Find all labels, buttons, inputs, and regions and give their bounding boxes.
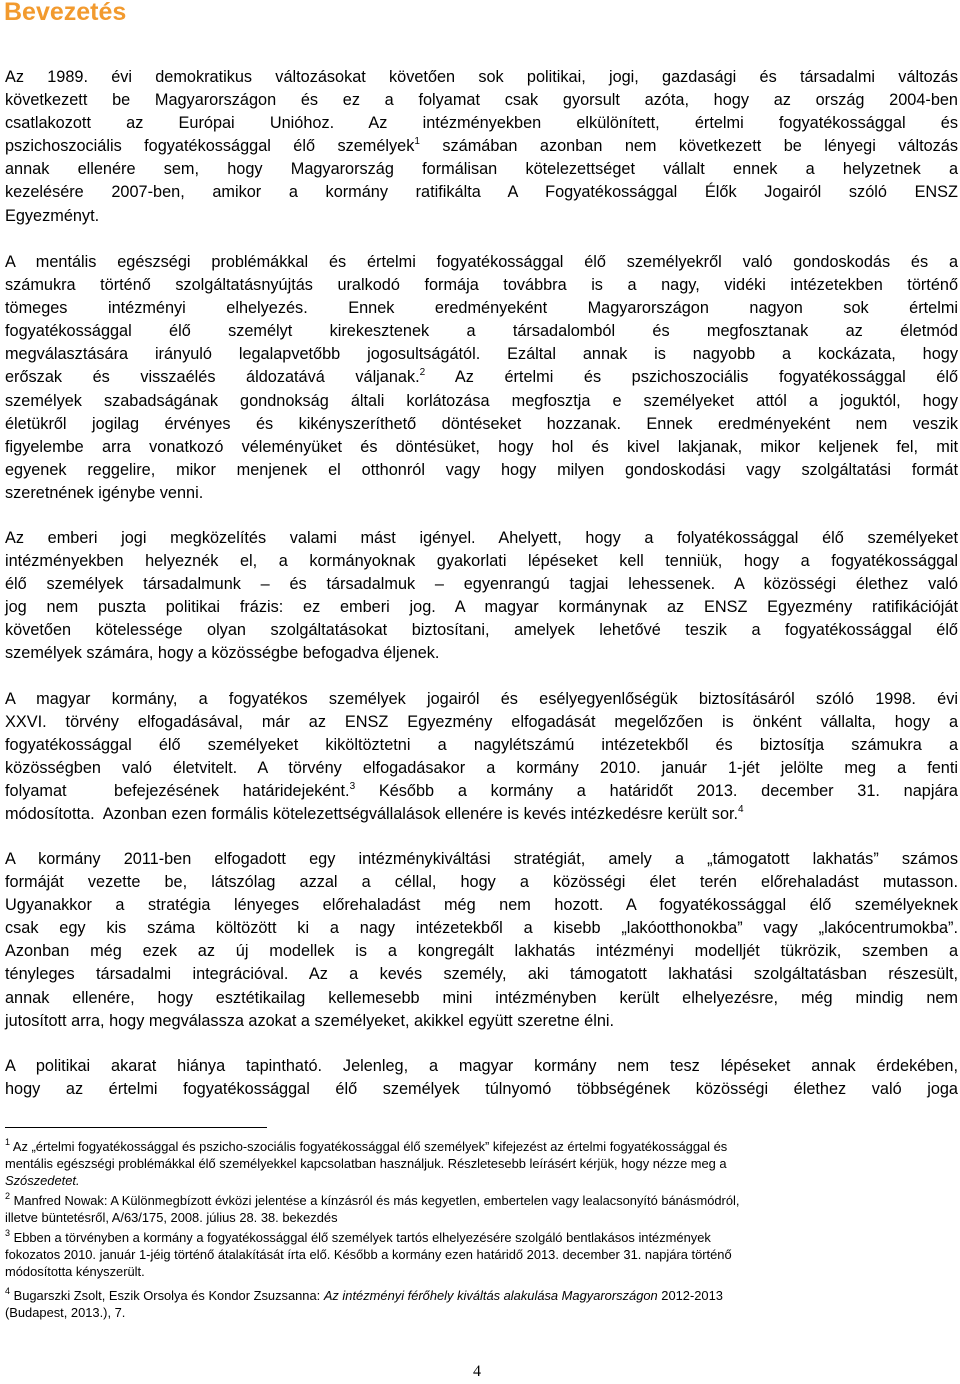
- text-line: figyelembe arra vonatkozó véleményüket és döntésüket, hogy hol és kivel lakjanak, mikor keljenek fel, mit: [5, 437, 958, 456]
- text-line: jutosított arra, hogy megválassza azokat a személyeket, akikkel együtt szeretne élni.: [5, 1011, 615, 1030]
- text-line: csak egy kis száma költözött ki a nagy intézetekből a kisebb „lakóotthonokba” vagy „lakócentrumokba”.: [5, 919, 958, 938]
- text-line: megválasztására irányuló legalapvetőbb jogosultságától. Ezáltal annak is nagyobb a kockázata, hogy: [5, 345, 958, 364]
- paragraph-1: [5, 66, 958, 228]
- text-line: csatlakozott az Európai Unióhoz. Az intézményekben elkülönített, értelmi fogyatékossággal és: [5, 114, 958, 133]
- text-line: élő személyek társadalmunk – és társadalmuk – egyenrangú tagjai lehessenek. A közösségi élethez való: [5, 575, 958, 594]
- text-line: Azonban még ezek az új modellek is a kongregált lakhatás intézményi modelljét tükrözik, szemben a: [5, 942, 958, 961]
- text-line: kezelésére 2007-ben, amikor a kormány ratifikálta A Fogyatékossággal Élők Jogairól szóló ENSZ: [5, 183, 958, 202]
- footnote-number: 3: [5, 1228, 11, 1238]
- footnote-ref[interactable]: 1: [414, 136, 420, 148]
- text-line: közösségben való életvitelt. A törvény elfogadásakor a kormány 2010. január 1-jét jelölte meg a fenti: [5, 759, 958, 778]
- footnote-3: [5, 1230, 958, 1281]
- text-line: életükről jogilag érvényes és kikényszeríthető döntéseket hozzanak. Ennek eredményeként nem veszik: [5, 414, 958, 433]
- text-line: számukra történő szolgáltatásnyújtás uralkodó formája továbbra is a nagy, vidéki intézetekben történő: [5, 276, 958, 295]
- text-line: fogyatékossággal élő személyt kirekesztenek a társadalomból és megfosztanak az életmód: [5, 322, 958, 341]
- text-line: annak ellenére, hogy esztétikailag kellemesebb mini intézményben került elhelyezésre, még mindig nem: [5, 988, 958, 1007]
- paragraph-2: [5, 251, 958, 505]
- footnote-line: $^2$ Manfred Nowak: A Különmegbízott évközi jelentése a kínzásról és más kegyetlen, embertelen vagy lealacsonyító bánásmódról,: [5, 1191, 740, 1208]
- paragraph-4: [5, 688, 958, 827]
- text-line: A mentális egészségi problémákkal és értelmi fogyatékossággal élő személyekről való gondoskodás és a: [5, 253, 958, 271]
- text-line: formáját vezette be, látszólag azzal a céllal, hogy a közösségi élet terén előrehaladást mutasson.: [5, 873, 958, 892]
- text-line: módosította. Azonban ezen formális kötelezettségvállalások ellenére is kevés intézkedésre került sor.$^4$: [5, 804, 744, 824]
- text-line: Ugyanakkor a stratégia lényeges előrehaladást még nem hozott. A fogyatékossággal élő személyeknek: [5, 896, 958, 915]
- page-number: 4: [473, 1363, 481, 1380]
- text-line: tényleges társadalmi integrációval. Az a kevés személy, aki támogatott lakhatási szolgáltatásban részesült,: [5, 965, 958, 984]
- footnote-line: $^1$ Az „értelmi fogyatékossággal és pszicho-szociális fogyatékossággal élő személyek” kifejezést az értelmi fogyatékossággal és: [5, 1137, 728, 1154]
- paragraph-6: [5, 1055, 958, 1101]
- footnote-line: mentális egészségi problémákkal élő személyekkel kapcsolatban használjuk. Részletesebb leírásért kérjük, hogy nézze meg a: [5, 1155, 727, 1171]
- footnote-line: (Budapest, 2013.), 7.: [5, 1304, 126, 1320]
- text-line: Az 1989. évi demokratikus változásokat követően sok politikai, jogi, gazdasági és társadalmi változás: [5, 68, 958, 86]
- footnote-line: módosította kényszerült.: [5, 1263, 145, 1279]
- text-line: Az emberi jogi megközelítés valami mást igényel. Ahelyett, hogy a folyatékossággal élő személyeket: [5, 529, 958, 547]
- footnote-number: 1: [5, 1137, 11, 1147]
- footnote-separator: [5, 1127, 267, 1128]
- footnote-line: $^3$ Ebben a törvényben a kormány a fogyatékossággal élő személyek tartós elhelyezésére szolgáló bentlakásos intézmények: [5, 1228, 711, 1245]
- text-line: XXVI. törvény elfogadásával, már az ENSZ Egyezmény elfogadását megelőzően is önként vállalta, hogy a: [5, 713, 958, 732]
- footnote-4: [5, 1288, 958, 1322]
- footnote-ref[interactable]: 4: [738, 804, 744, 816]
- footnote-number: 4: [5, 1286, 11, 1296]
- paragraph-5: [5, 848, 958, 1033]
- text-line: Egyezményt.: [5, 206, 100, 225]
- footnote-line: Szószedetet.: [5, 1172, 80, 1188]
- text-line: jog nem puszta politikai frázis: ez emberi jog. A magyar kormánynak az ENSZ Egyezmény ratifikációját: [5, 598, 958, 617]
- text-line: A kormány 2011-ben elfogadott egy intézménykiváltási stratégiát, amely a „támogatott lakhatás” számos: [5, 850, 958, 868]
- text-line: személyek számára, hogy a közösségbe befogadva éljenek.: [5, 644, 440, 663]
- footnote-line: illetve büntetésről, A/63/175, 2008. július 28. 38. bekezdés: [5, 1209, 338, 1225]
- text-line: tömeges intézményi elhelyezés. Ennek eredményeként Magyarországon nagyon sok értelmi: [5, 299, 958, 318]
- text-line: szeretnének igénybe venni.: [5, 483, 204, 502]
- footnote-2: [5, 1193, 958, 1227]
- footnote-line: $^4$ Bugarszki Zsolt, Eszik Orsolya és Kondor Zsuzsanna: Az intézményi férőhely kiváltás alakulása Magyarországon 2012-2013: [5, 1286, 723, 1303]
- footnote-ref[interactable]: 3: [349, 781, 356, 793]
- text-line: következett be Magyarországon és ez a folyamat csak gyorsult azóta, hogy az ország 2004-ben: [5, 91, 958, 110]
- text-line: fogyatékossággal élő személyeket kiköltöztetni a nagylétszámú intézetekből és biztosítja számukra a: [5, 736, 958, 755]
- paragraph-3: [5, 527, 958, 666]
- section-title: Bevezetés: [4, 0, 127, 26]
- text-line: egyenek reggelire, mikor menjenek el otthonról vagy hogy milyen gondoskodási vagy szolgáltatási formát: [5, 460, 958, 479]
- text-line: hogy az értelmi fogyatékossággal élő személyek túlnyomó többségének közösségi élethez való joga: [5, 1080, 958, 1099]
- footnote-ref[interactable]: 2: [419, 367, 426, 379]
- text-line: annak ellenére sem, hogy Magyarország formálisan kötelezettséget vállalt ennek a helyzetnek a: [5, 160, 958, 179]
- text-line: folyamat befejezésének határidejeként.$^3$ Később a kormány a határidőt 2013. december 31. napjára: [5, 781, 958, 801]
- footnote-line: fokozatos 2010. január 1-jéig történő átalakítását írta elő. Később a kormány ezen határidő 2013. december 31. napjára történő: [5, 1246, 732, 1262]
- footnote-number: 2: [5, 1191, 11, 1201]
- footnote-1: [5, 1139, 958, 1190]
- text-line: A politikai akarat hiánya tapintható. Jelenleg, a magyar kormány nem tesz lépéseket annak érdekében,: [5, 1057, 958, 1075]
- text-line: erőszak és visszaélés áldozatává váljanak.$^2$ Az értelmi és pszichoszociális fogyatékossággal élő: [5, 367, 958, 387]
- text-line: A magyar kormány, a fogyatékos személyek jogairól és esélyegyenlőségük biztosításáról szóló 1998. évi: [5, 690, 958, 708]
- text-line: pszichoszociális fogyatékossággal élő személyek$^1$ számában azonban nem következett be lényegi változás: [5, 136, 958, 156]
- text-line: követően kötelessége olyan szolgáltatásokat biztosítani, amelyek lehetővé teszik a fogyatékossággal élő: [5, 621, 958, 640]
- text-line: személyek szabadságának gondnokság általi korlátozása megfosztja e személyeket attól a joguktól, hogy: [5, 391, 958, 410]
- text-line: intézményekben helyeznék el, a kormányoknak gyakorlati lépéseket kell tenniük, hogy a fogyatékossággal: [5, 552, 958, 571]
